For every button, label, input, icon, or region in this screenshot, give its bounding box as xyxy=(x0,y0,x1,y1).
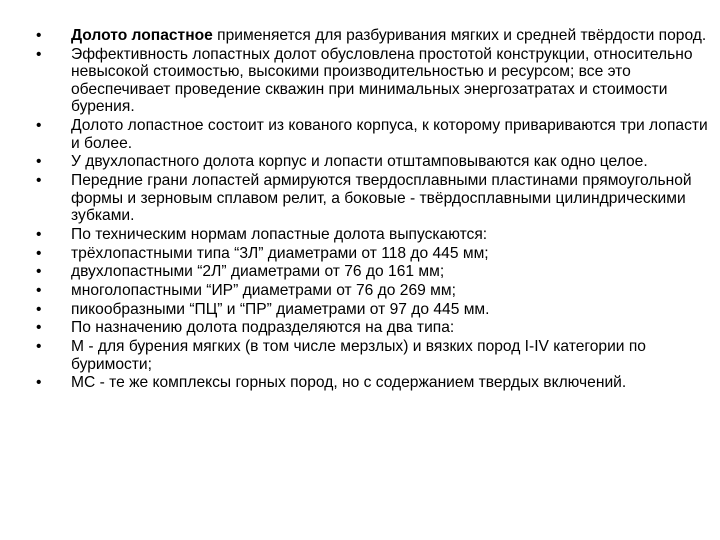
list-item xyxy=(36,27,708,45)
list-item-text: По техническим нормам лопастные долота выпускаются: xyxy=(71,226,488,243)
bullet-icon: • xyxy=(36,263,42,281)
list-item-content xyxy=(71,46,693,116)
bullet-icon: • xyxy=(36,45,42,63)
list-item xyxy=(36,374,708,392)
list-item-content xyxy=(71,338,646,373)
list-item-content xyxy=(71,172,692,224)
list-item-text: Передние грани лопастей армируются твердосплавными пластинами прямоугольной формы и зерновым сплавом релит, а боковые - твёрдосплавными цилиндрическими зубками. xyxy=(71,172,692,225)
list-item-text: многолопастными “ИР” диаметрами от 76 до 269 мм; xyxy=(71,282,456,300)
list-item xyxy=(36,153,708,171)
bullet-icon: • xyxy=(36,172,42,190)
list-item xyxy=(36,226,708,244)
list-item-text: По назначению долота подразделяются на два типа: xyxy=(71,319,455,337)
list-item-text: У двухлопастного долота корпус и лопасти отштамповываются как одно целое. xyxy=(71,153,648,171)
list-item xyxy=(36,172,708,225)
list-item-text: двухлопастными “2Л” диаметрами от 76 до 161 мм; xyxy=(71,263,445,281)
list-item-content xyxy=(71,27,706,44)
bullet-icon: • xyxy=(36,282,42,300)
list-item-content xyxy=(71,117,708,152)
list-item xyxy=(36,338,708,373)
list-item xyxy=(36,319,708,337)
bullet-icon: • xyxy=(36,226,42,243)
list-item-content xyxy=(71,301,489,318)
list-item-content xyxy=(71,282,456,299)
list-item-lead: Долото лопастное xyxy=(71,27,213,44)
list-item-text: пикообразными “ПЦ” и “ПР” диаметрами от 97 до 445 мм. xyxy=(71,300,490,318)
list-item-content xyxy=(71,153,648,170)
list-item-text: Долото лопастное состоит из кованого корпуса, к которому привариваются три лопасти и более. xyxy=(71,117,708,152)
list-item-content xyxy=(71,319,454,336)
list-item-content xyxy=(71,374,626,391)
list-item-text: МС - те же комплексы горных пород, но с содержанием твердых включений. xyxy=(71,374,627,392)
list-item-text: трёхлопастными типа “3Л” диаметрами от 118 до 445 мм; xyxy=(71,244,489,262)
bullet-icon: • xyxy=(36,117,42,135)
list-item xyxy=(36,282,708,300)
bullet-icon: • xyxy=(36,244,42,262)
list-item-text: применяется для разбуривания мягких и средней твёрдости пород. xyxy=(212,27,707,44)
bullet-icon: • xyxy=(36,319,42,337)
list-item-text: М - для бурения мягких (в том числе мерзлых) и вязких пород I-IV категории по буримости; xyxy=(71,338,646,373)
bullet-icon: • xyxy=(36,374,42,392)
list-item-content xyxy=(71,226,487,243)
list-item xyxy=(36,301,708,319)
list-item xyxy=(36,46,708,116)
bullet-icon: • xyxy=(36,153,42,171)
list-item-content xyxy=(71,263,444,280)
list-item xyxy=(36,245,708,263)
list-item xyxy=(36,263,708,281)
bullet-icon: • xyxy=(36,27,42,44)
bullet-icon: • xyxy=(36,300,42,318)
list-item-content xyxy=(71,245,489,262)
bullet-icon: • xyxy=(36,338,42,356)
bullet-list xyxy=(36,27,708,393)
list-item-text: Эффективность лопастных долот обусловлена простотой конструкции, относительно невысокой стоимостью, высокими производительностью и ресурсом; все это обеспечивает проведение скважин при минимальных энергозатратах и стоимости бурения. xyxy=(71,45,693,116)
list-item xyxy=(36,117,708,152)
